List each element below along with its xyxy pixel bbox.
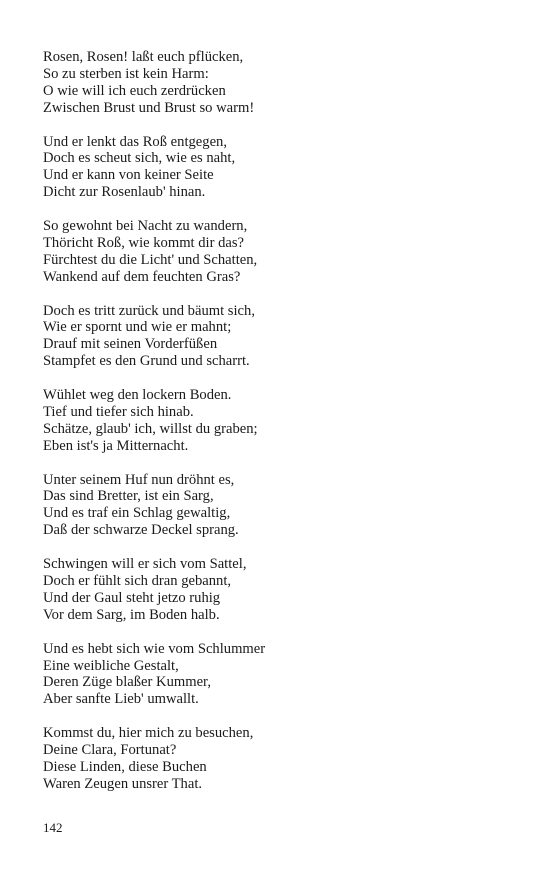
verse-line: Schätze, glaub' ich, willst du graben; bbox=[43, 420, 258, 437]
verse-line: Und der Gaul steht jetzo ruhig bbox=[43, 589, 221, 606]
verse-line: Und es hebt sich wie vom Schlummer bbox=[43, 640, 266, 657]
verse-line: Doch er fühlt sich dran gebannt, bbox=[43, 573, 232, 589]
stanza bbox=[43, 303, 513, 371]
verse-line: Zwischen Brust und Brust so warm! bbox=[43, 99, 255, 116]
stanza bbox=[43, 218, 513, 286]
verse-line: So gewohnt bei Nacht zu wandern, bbox=[43, 218, 248, 235]
stanza bbox=[43, 387, 513, 455]
verse-line: Diese Linden, diese Buchen bbox=[43, 758, 207, 775]
verse-line: Wühlet weg den lockern Boden. bbox=[43, 387, 232, 404]
verse-line: Waren Zeugen unsrer That. bbox=[43, 775, 203, 792]
verse-line: Eben ist's ja Mitternacht. bbox=[43, 437, 189, 454]
stanza bbox=[43, 134, 513, 202]
stanza bbox=[43, 556, 513, 624]
stanza bbox=[43, 49, 513, 117]
verse-line: Und er kann von keiner Seite bbox=[43, 167, 214, 184]
verse-line: Kommst du, hier mich zu besuchen, bbox=[43, 725, 254, 742]
verse-line: Das sind Bretter, ist ein Sarg, bbox=[43, 488, 214, 505]
verse-line: Dicht zur Rosenlaub' hinan. bbox=[43, 184, 206, 201]
verse-line: Stampfet es den Grund und scharrt. bbox=[43, 353, 250, 370]
page-number: 142 bbox=[43, 820, 63, 835]
verse-line: Doch es scheut sich, wie es naht, bbox=[43, 150, 236, 167]
stanza bbox=[43, 725, 513, 793]
verse-line: Rosen, Rosen! laßt euch pflücken, bbox=[43, 49, 244, 65]
verse-line: Daß der schwarze Deckel sprang. bbox=[43, 522, 239, 539]
verse-line: Schwingen will er sich vom Sattel, bbox=[43, 556, 247, 573]
verse-line: O wie will ich euch zerdrücken bbox=[43, 82, 226, 99]
verse-line: Und er lenkt das Roß entgegen, bbox=[43, 133, 227, 150]
stanza bbox=[43, 641, 513, 709]
poem-body bbox=[43, 49, 513, 810]
verse-line: Fürchtest du die Licht' und Schatten, bbox=[43, 251, 258, 268]
verse-line: Drauf mit seinen Vorderfüßen bbox=[43, 336, 218, 353]
verse-line: Eine weibliche Gestalt, bbox=[43, 657, 179, 674]
verse-line: Deren Züge blaßer Kummer, bbox=[43, 674, 211, 691]
verse-line: Tief und tiefer sich hinab. bbox=[43, 403, 194, 420]
verse-line: Vor dem Sarg, im Boden halb. bbox=[43, 606, 220, 623]
verse-line: So zu sterben ist kein Harm: bbox=[43, 65, 209, 82]
verse-line: Unter seinem Huf nun dröhnt es, bbox=[43, 471, 235, 488]
verse-line: Aber sanfte Lieb' umwallt. bbox=[43, 691, 199, 708]
verse-line: Deine Clara, Fortunat? bbox=[43, 742, 177, 759]
stanza bbox=[43, 472, 513, 540]
verse-line: Wankend auf dem feuchten Gras? bbox=[43, 268, 241, 285]
verse-line: Wie er spornt und wie er mahnt; bbox=[43, 319, 232, 336]
verse-line: Doch es tritt zurück und bäumt sich, bbox=[43, 302, 255, 319]
verse-line: Thöricht Roß, wie kommt dir das? bbox=[43, 234, 245, 251]
verse-line: Und es traf ein Schlag gewaltig, bbox=[43, 505, 231, 522]
